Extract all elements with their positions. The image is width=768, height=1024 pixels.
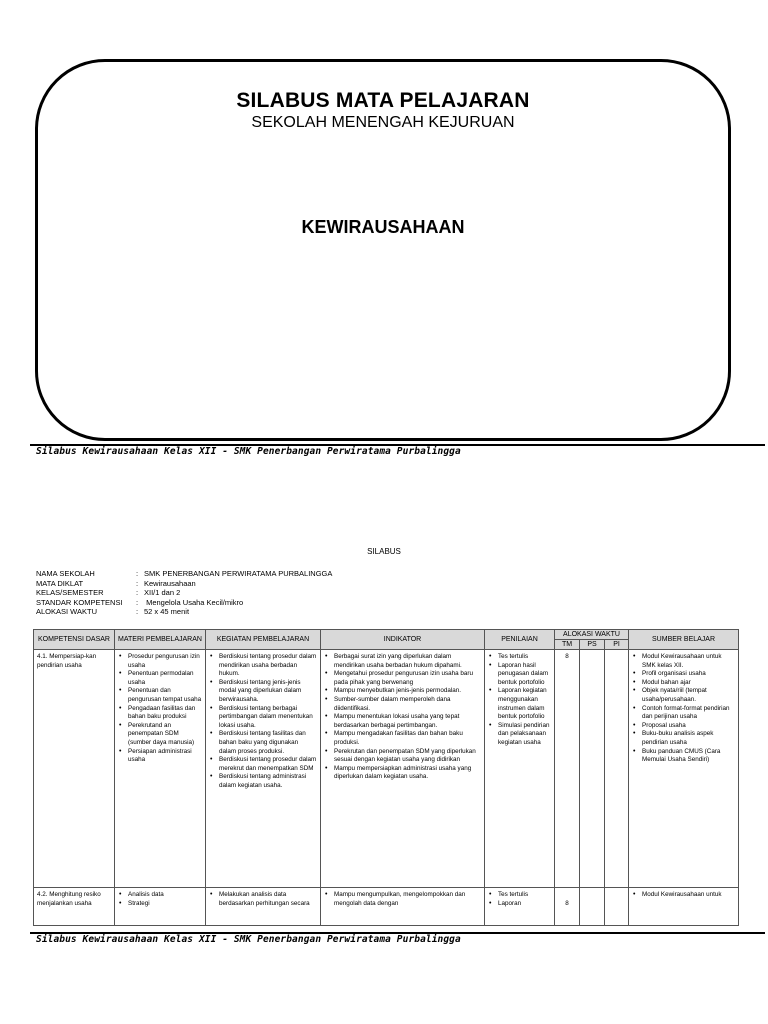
list-item: • Mampu menentukan lokasi usaha yang tepat berdasarkan berbagai pertimbangan. <box>324 713 481 730</box>
list-item: • Proposal usaha <box>632 722 735 731</box>
identity-value: SMK PENERBANGAN PERWIRATAMA PURBALINGGA <box>144 569 333 578</box>
header-sumber-belajar: SUMBER BELAJAR <box>629 630 739 650</box>
cell-sumber <box>629 650 739 888</box>
identity-block <box>36 569 332 617</box>
identity-row <box>36 579 332 589</box>
header-materi: MATERI PEMBELAJARAN <box>115 630 206 650</box>
list-item: • Berdiskusi tentang prosedur dalam mendirikan usaha berbadan hukum. <box>209 653 317 679</box>
header-tm: TM <box>555 640 580 650</box>
list-item: • Modul Kewirausahaan untuk SMK kelas XII. <box>632 653 735 670</box>
header-penilaian: PENILAIAN <box>485 630 555 650</box>
identity-colon: : <box>136 588 139 598</box>
identity-row <box>36 588 332 598</box>
identity-value: Kewirausahaan <box>144 578 196 588</box>
cell-materi <box>115 888 206 926</box>
cover-subject: KEWIRAUSAHAAN <box>301 217 465 237</box>
cell-materi <box>115 650 206 888</box>
identity-colon: : <box>136 578 139 588</box>
list-item: • Persiapan administrasi usaha <box>118 748 202 765</box>
document-heading: SILABUS <box>367 547 401 556</box>
identity-row <box>36 569 332 579</box>
table-row <box>34 888 739 926</box>
identity-label: NAMA SEKOLAH <box>36 569 95 578</box>
list-item: • Contoh format-format pendirian dan perijinan usaha <box>632 705 735 722</box>
syllabus-table <box>33 629 739 926</box>
list-item: • Modul Kewirausahaan untuk <box>632 891 735 900</box>
list-item: • Simulasi pendirian dan pelaksanaan kegiatan usaha <box>488 722 551 748</box>
list-item: • Laporan kegiatan menggunakan instrumen dalam bentuk portofolio <box>488 687 551 721</box>
cell-indikator <box>321 650 485 888</box>
list-item: • Prosedur pengurusan izin usaha <box>118 653 202 670</box>
identity-label: ALOKASI WAKTU <box>36 607 97 617</box>
list-item: • Profil organisasi usaha <box>632 670 735 679</box>
list-item: • Perekrutan dan penempatan SDM yang diperlukan sesuai dengan kegiatan usaha yang didirikan <box>324 748 481 765</box>
list-item: • Buku-buku analisis aspek pendirian usaha <box>632 730 735 747</box>
list-item: • Mampu mengadakan fasilitas dan bahan baku produksi. <box>324 730 481 747</box>
list-item: • Mengetahui prosedur pengurusan izin usaha baru pada pihak yang berwenang <box>324 670 481 687</box>
identity-colon: : <box>136 597 139 607</box>
list-item: • Berdiskusi tentang jenis-jenis modal yang diperlukan dalam berwirausaha. <box>209 679 317 705</box>
list-item: • Objek nyata/riil (tempat usaha/perusahaan. <box>632 687 735 704</box>
header-kegiatan: KEGIATAN PEMBELAJARAN <box>206 630 321 650</box>
list-item: • Sumber-sumber dalam memperoleh dana diidentifikasi. <box>324 696 481 713</box>
cell-penilaian <box>485 650 555 888</box>
list-item: • Analisis data <box>118 891 202 900</box>
cell-ps <box>580 888 605 926</box>
list-item: • Perekrutand an penempatan SDM (sumber daya manusia) <box>118 722 202 748</box>
list-item: • Berdiskusi tentang administrasi dalam kegiatan usaha. <box>209 773 317 790</box>
identity-value: Mengelola Usaha Kecil/mikro <box>144 597 244 607</box>
cell-tm: 8 <box>555 650 580 888</box>
list-item: • Berdiskusi tentang prosedur dalam merekrut dan menempatkan SDM <box>209 756 317 773</box>
cell-penilaian <box>485 888 555 926</box>
cell-kompetensi-dasar: 4.2. Menghitung resiko menjalankan usaha <box>34 888 115 926</box>
list-item: • Laporan hasil penugasan dalam bentuk portofolio <box>488 662 551 688</box>
header-alokasi-waktu: ALOKASI WAKTU <box>555 630 629 640</box>
header-pi: PI <box>605 640 629 650</box>
list-item: • Penentuan dan pengurusan tempat usaha <box>118 687 202 704</box>
list-item: • Melakukan analisis data berdasarkan perhitungan secara <box>209 891 317 908</box>
list-item: • Mampu mengumpulkan, mengelompokkan dan mengolah data dengan <box>324 891 481 908</box>
identity-label: KELAS/SEMESTER <box>36 588 104 598</box>
cell-pi <box>605 650 629 888</box>
cell-sumber <box>629 888 739 926</box>
list-item: • Buku panduan CMUS (Cara Memulai Usaha Sendiri) <box>632 748 735 765</box>
header-indikator: INDIKATOR <box>321 630 485 650</box>
identity-label: MATA DIKLAT <box>36 578 84 588</box>
cell-pi <box>605 888 629 926</box>
identity-label: STANDAR KOMPETENSI <box>36 597 123 607</box>
list-item: • Pengadaan fasilitas dan bahan baku produksi <box>118 705 202 722</box>
list-item: • Berdiskusi tentang fasilitas dan bahan baku yang digunakan dalam proses produksi. <box>209 730 317 756</box>
table-row <box>34 650 739 888</box>
identity-colon: : <box>136 607 139 617</box>
cover-frame <box>35 59 731 441</box>
list-item: • Berdiskusi tentang berbagai pertimbangan dalam menentukan lokasi usaha. <box>209 705 317 731</box>
list-item: • Laporan <box>488 900 551 909</box>
identity-value: XII/1 dan 2 <box>144 588 181 598</box>
header-kompetensi-dasar: KOMPETENSI DASAR <box>34 630 115 650</box>
header-ps: PS <box>580 640 605 650</box>
list-item: • Berbagai surat izin yang diperlukan dalam mendirikan usaha berbadan hukum dipahami. <box>324 653 481 670</box>
cover-subtitle: SEKOLAH MENENGAH KEJURUAN <box>251 114 515 131</box>
list-item: • Modul bahan ajar <box>632 679 735 688</box>
cover-title: SILABUS MATA PELAJARAN <box>236 89 530 112</box>
page-footer: Silabus Kewirausahaan Kelas XII - SMK Penerbangan Perwiratama Purbalingga <box>36 934 461 945</box>
list-item: • Mampu mempersiapkan administrasi usaha yang diperlukan dalam kegiatan usaha. <box>324 765 481 782</box>
identity-colon: : <box>136 569 139 578</box>
list-item: • Tes tertulis <box>488 891 551 900</box>
list-item: • Mampu menyebutkan jenis-jenis permodalan. <box>324 687 481 696</box>
list-item: • Tes tertulis <box>488 653 551 662</box>
cell-indikator <box>321 888 485 926</box>
page-footer: Silabus Kewirausahaan Kelas XII - SMK Penerbangan Perwiratama Purbalingga <box>36 446 461 457</box>
identity-row <box>36 607 332 617</box>
list-item: • Strategi <box>118 900 202 909</box>
list-item: • Penentuan permodalan usaha <box>118 670 202 687</box>
identity-value: 52 x 45 menit <box>144 607 190 617</box>
cell-tm: 8 <box>555 888 580 926</box>
cell-kompetensi-dasar: 4.1. Mempersiap-kan pendirian usaha <box>34 650 115 888</box>
cell-kegiatan <box>206 888 321 926</box>
identity-row <box>36 598 332 608</box>
cell-ps <box>580 650 605 888</box>
cell-kegiatan <box>206 650 321 888</box>
